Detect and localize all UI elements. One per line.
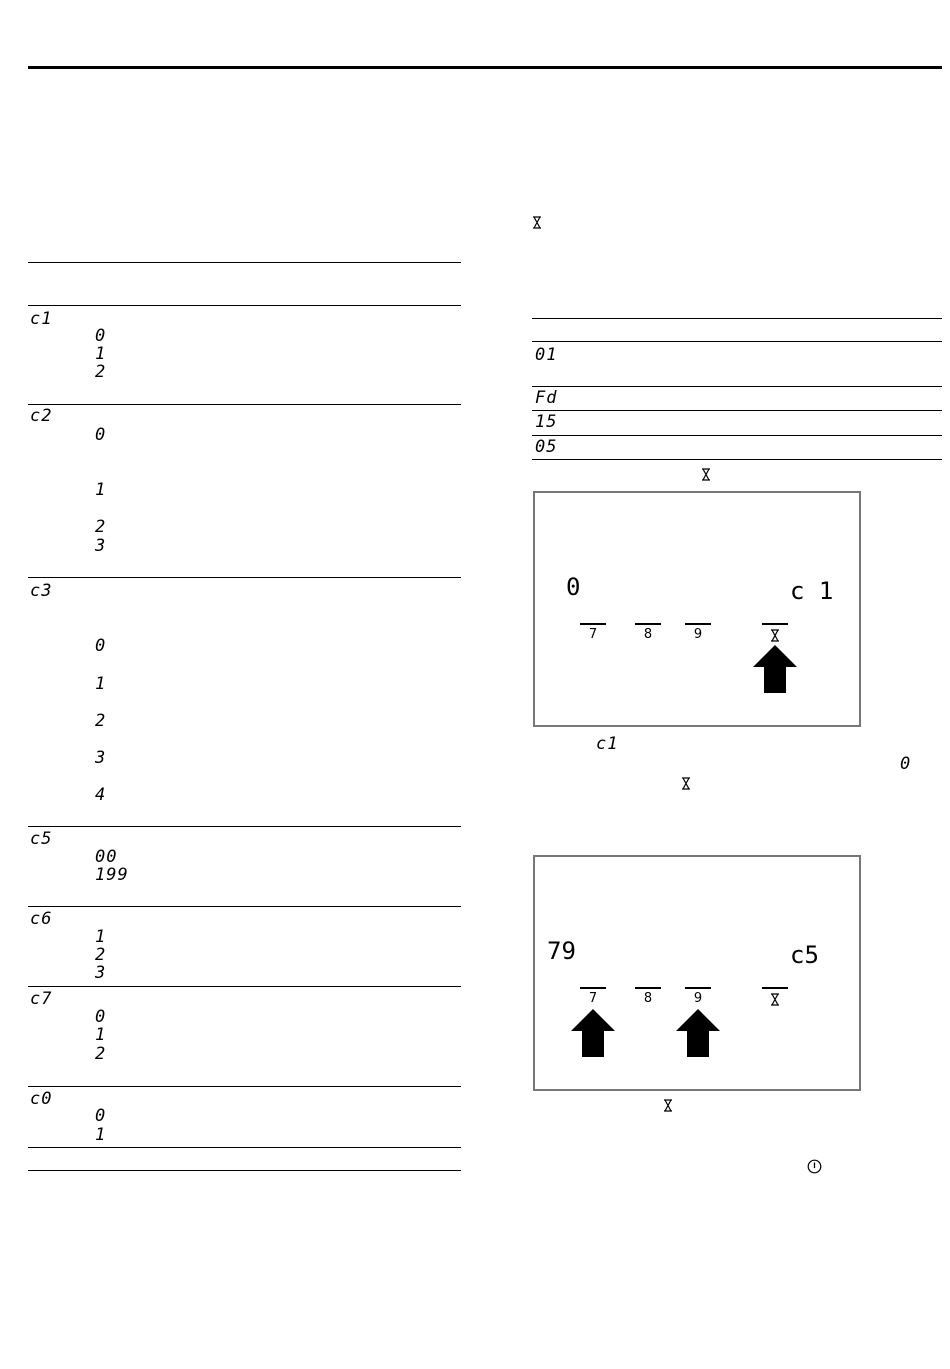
hourglass-icon: [532, 216, 542, 229]
table-rule: [28, 577, 461, 578]
table-rule: [532, 341, 942, 342]
up-arrow-icon: [752, 644, 798, 694]
table-rule: [28, 1170, 461, 1171]
small-table-code: 01: [535, 345, 558, 365]
setting-code: c2: [30, 406, 53, 426]
power-icon: [807, 1159, 822, 1174]
setting-code: c7: [30, 989, 53, 1009]
display-left-value: 0: [566, 573, 581, 601]
key-8[interactable]: 8: [643, 991, 653, 1006]
setting-option: 0: [95, 1007, 107, 1027]
display-right-value: c 1: [790, 577, 834, 605]
setting-option: 3: [95, 536, 107, 556]
display-left-value: 79: [547, 937, 576, 965]
setting-option: 2: [95, 517, 107, 537]
control-panel-diagram: [533, 491, 861, 727]
setting-option: 0: [95, 636, 107, 656]
note-value: 0: [900, 754, 912, 774]
key-7[interactable]: 7: [588, 627, 598, 642]
setting-option: 1: [95, 1125, 107, 1145]
setting-code: c3: [30, 581, 53, 601]
table-rule: [28, 986, 461, 987]
key-7[interactable]: 7: [588, 991, 598, 1006]
setting-option: 2: [95, 362, 107, 382]
hourglass-icon: [663, 1099, 673, 1112]
setting-option: 1: [95, 1025, 107, 1045]
table-rule: [28, 262, 461, 263]
setting-option: 2: [95, 711, 107, 731]
table-rule: [532, 435, 942, 436]
setting-option: 00: [95, 847, 118, 867]
setting-code: c5: [30, 829, 53, 849]
setting-option: 3: [95, 748, 107, 768]
setting-option: 0: [95, 425, 107, 445]
setting-option: 2: [95, 945, 107, 965]
setting-option: 1: [95, 480, 107, 500]
table-rule: [28, 906, 461, 907]
header-rule: [28, 66, 942, 69]
table-rule: [28, 1147, 461, 1148]
setting-option: 1: [95, 674, 107, 694]
setting-option: 0: [95, 1106, 107, 1126]
setting-code: c0: [30, 1089, 53, 1109]
table-rule: [532, 410, 942, 411]
hourglass-icon[interactable]: [770, 629, 780, 642]
table-rule: [532, 459, 942, 460]
key-9[interactable]: 9: [693, 991, 703, 1006]
hourglass-icon: [701, 468, 711, 481]
setting-option: 1: [95, 344, 107, 364]
up-arrow-icon: [570, 1008, 616, 1058]
setting-option: 199: [95, 865, 129, 885]
setting-option: 4: [95, 785, 107, 805]
setting-option: 0: [95, 326, 107, 346]
setting-option: 2: [95, 1044, 107, 1064]
note-code: c1: [596, 734, 619, 754]
table-rule: [28, 1086, 461, 1087]
display-right-value: c5: [790, 941, 819, 969]
table-rule: [28, 305, 461, 306]
up-arrow-icon: [675, 1008, 721, 1058]
table-rule: [28, 404, 461, 405]
setting-option: 1: [95, 927, 107, 947]
small-table-code: Fd: [535, 388, 558, 408]
setting-option: 3: [95, 963, 107, 983]
small-table-code: 05: [535, 437, 558, 457]
key-8[interactable]: 8: [643, 627, 653, 642]
small-table-code: 15: [535, 412, 558, 432]
control-panel-diagram: [533, 855, 861, 1091]
table-rule: [532, 386, 942, 387]
hourglass-icon: [681, 777, 691, 790]
table-rule: [28, 826, 461, 827]
key-9[interactable]: 9: [693, 627, 703, 642]
setting-code: c1: [30, 309, 53, 329]
table-rule: [532, 318, 942, 319]
hourglass-icon[interactable]: [770, 993, 780, 1006]
setting-code: c6: [30, 909, 53, 929]
